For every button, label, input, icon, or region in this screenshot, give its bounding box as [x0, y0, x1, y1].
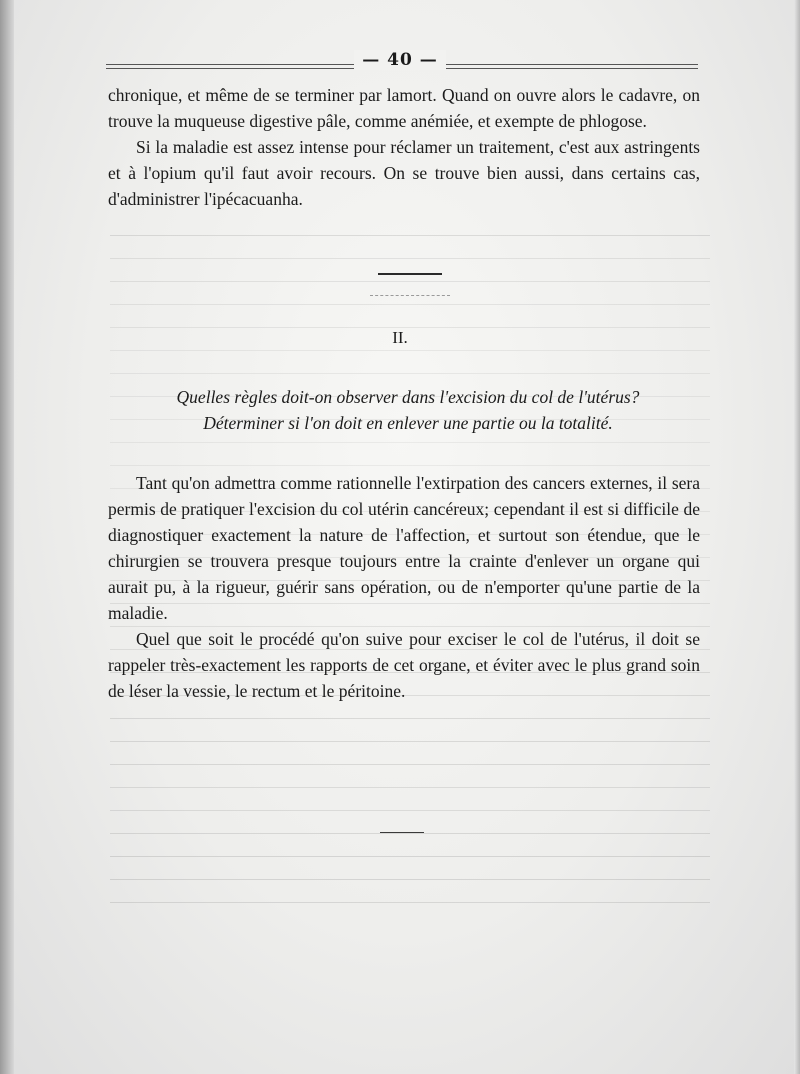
answer-text — [108, 470, 700, 704]
paragraph: Quel que soit le procédé qu'on suive pour exciser le col de l'utérus, il doit se rappeler très-exactement les rapports de cet organe, et éviter avec le plus grand soin de léser la vessie, le rectum et le péritoine. — [108, 629, 700, 701]
section-numeral: II. — [392, 328, 408, 347]
page-number-text: — 40 — — [354, 50, 446, 70]
end-rule — [380, 832, 424, 833]
paragraph: Tant qu'on admettra comme rationnelle l'extirpation des cancers externes, il sera permis de pratiquer l'excision du col utérin cancéreux; cependant il est si difficile de diagnostiquer exactement la nature de l'affection, et surtout son étendue, que le chirurgien se trouvera presque toujours entre la crainte d'enlever un organe qui aurait pu, à la rigueur, guérir sans opération, ou de n'emporter qu'une partie de la maladie. — [108, 473, 700, 623]
question-line-2: Déterminer si l'on doit en enlever une partie ou la totalité. — [203, 413, 613, 433]
section-separator-dots — [370, 295, 450, 296]
section-separator — [378, 273, 442, 275]
question-line-1: Quelles règles doit-on observer dans l'excision du col de l'utérus? — [176, 387, 640, 407]
paragraph: Si la maladie est assez intense pour réclamer un traitement, c'est aux astringents et à l'opium qu'il faut avoir recours. On se trouve bien aussi, dans certains cas, d'administrer l'ipécacuanha. — [108, 137, 700, 209]
page-left-edge — [0, 0, 14, 1074]
page-right-edge — [794, 0, 800, 1074]
page-number — [0, 50, 800, 70]
continued-text — [108, 82, 700, 212]
paragraph: chronique, et même de se terminer par lamort. Quand on ouvre alors le cadavre, on trouve la muqueuse digestive pâle, comme anémiée, et exempte de phlogose. — [108, 85, 700, 131]
